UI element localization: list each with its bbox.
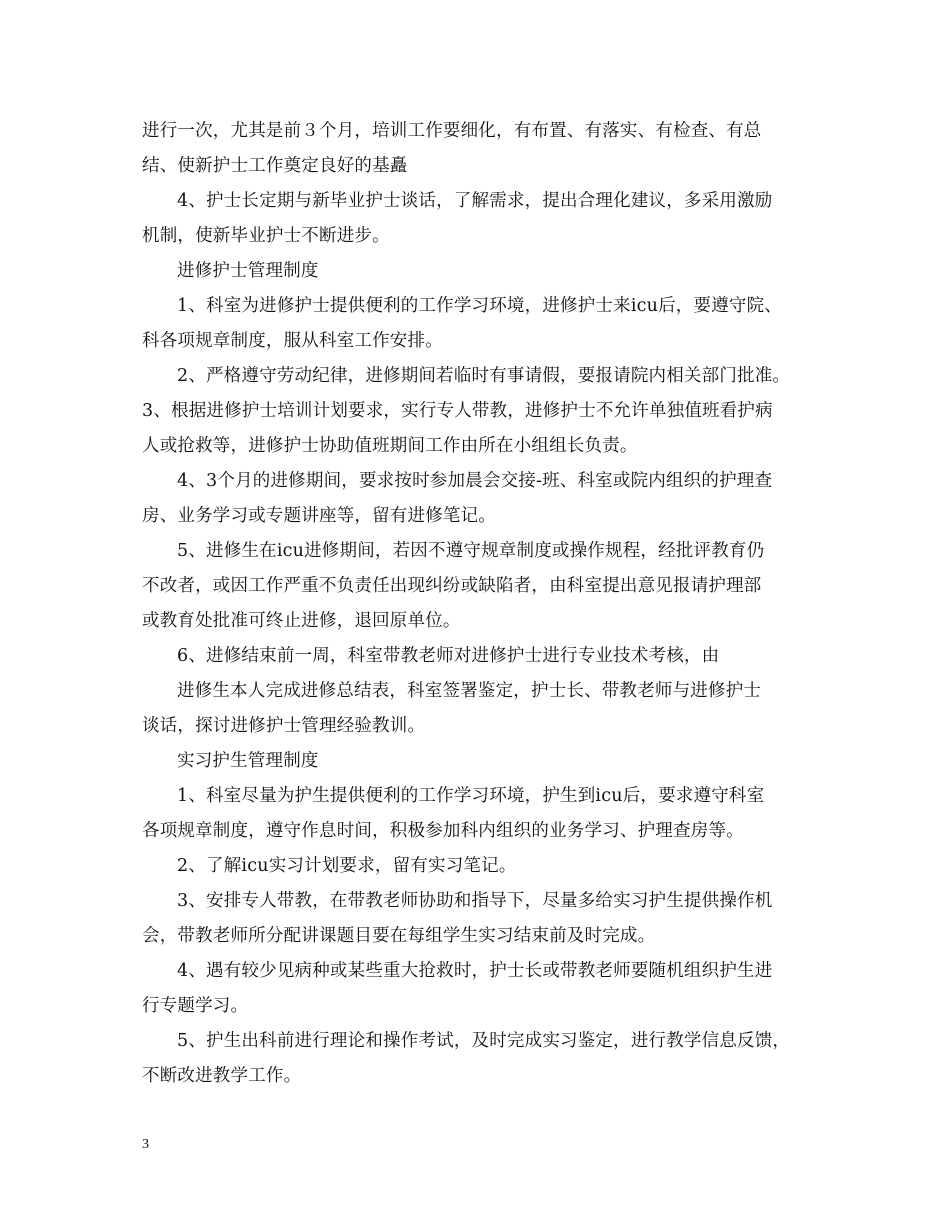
text-line: 不改者，或因工作严重不负责任出现纠纷或缺陷者，由科室提出意见报请护理部 [142, 576, 762, 596]
text-line: 会，带教老师所分配讲课题目要在每组学生实习结束前及时完成。 [142, 926, 656, 946]
section-heading: 进修护士管理制度 [177, 261, 319, 281]
text-line: 进修生本人完成进修总结表，科室签署鉴定，护士长、带教老师与进修护士 [177, 681, 762, 701]
text-line: 进行一次，尤其是前３个月，培训工作要细化，有布置、有落实、有检查、有总 [142, 121, 762, 141]
section-heading: 实习护生管理制度 [177, 751, 319, 771]
text-line: 6、进修结束前一周，科室带教老师对进修护士进行专业技术考核，由 [177, 646, 720, 666]
text-line: 2、了解icu实习计划要求，留有实习笔记。 [177, 856, 517, 876]
text-line: 机制，使新毕业护士不断进步。 [142, 226, 390, 246]
text-line: 不断改进教学工作。 [142, 1066, 302, 1086]
text-line: 2、严格遵守劳动纪律，进修期间若临时有事请假，要报请院内相关部门批准。 [177, 366, 791, 386]
page-number: 3 [142, 1137, 149, 1152]
text-line: 结、使新护士工作奠定良好的基矗 [142, 156, 408, 176]
text-line: 各项规章制度，遵守作息时间，积极参加科内组织的业务学习、护理查房等。 [142, 821, 744, 841]
text-line: 4、护士长定期与新毕业护士谈话，了解需求，提出合理化建议，多采用激励 [177, 191, 773, 211]
text-line: 5、护生出科前进行理论和操作考试，及时完成实习鉴定，进行教学信息反馈， [177, 1031, 791, 1051]
text-line: 行专题学习。 [142, 996, 249, 1016]
text-line: 5、进修生在icu进修期间，若因不遵守规章制度或操作规程，经批评教育仍 [177, 541, 765, 561]
text-line: 1、科室尽量为护生提供便利的工作学习环境，护生到icu后，要求遵守科室 [177, 786, 765, 806]
text-line: 房、业务学习或专题讲座等，留有进修笔记。 [142, 506, 496, 526]
text-line: 谈话，探讨进修护士管理经验教训。 [142, 716, 426, 736]
text-line: 4、3个月的进修期间，要求按时参加晨会交接-班、科室或院内组织的护理查 [177, 471, 773, 491]
text-line: 1、科室为进修护士提供便利的工作学习环境，进修护士来icu后，要遵守院、 [177, 296, 783, 316]
text-line: 或教育处批准可终止进修，退回原单位。 [142, 611, 461, 631]
text-line: 3、根据进修护士培训计划要求，实行专人带教，进修护士不允许单独值班看护病 [142, 401, 773, 421]
text-line: 科各项规章制度，服从科室工作安排。 [142, 331, 443, 351]
text-line: 3、安排专人带教，在带教老师协助和指导下，尽量多给实习护生提供操作机 [177, 891, 773, 911]
text-line: 4、遇有较少见病种或某些重大抢救时，护士长或带教老师要随机组织护生进 [177, 961, 773, 981]
text-line: 人或抢救等，进修护士协助值班期间工作由所在小组组长负责。 [142, 436, 638, 456]
